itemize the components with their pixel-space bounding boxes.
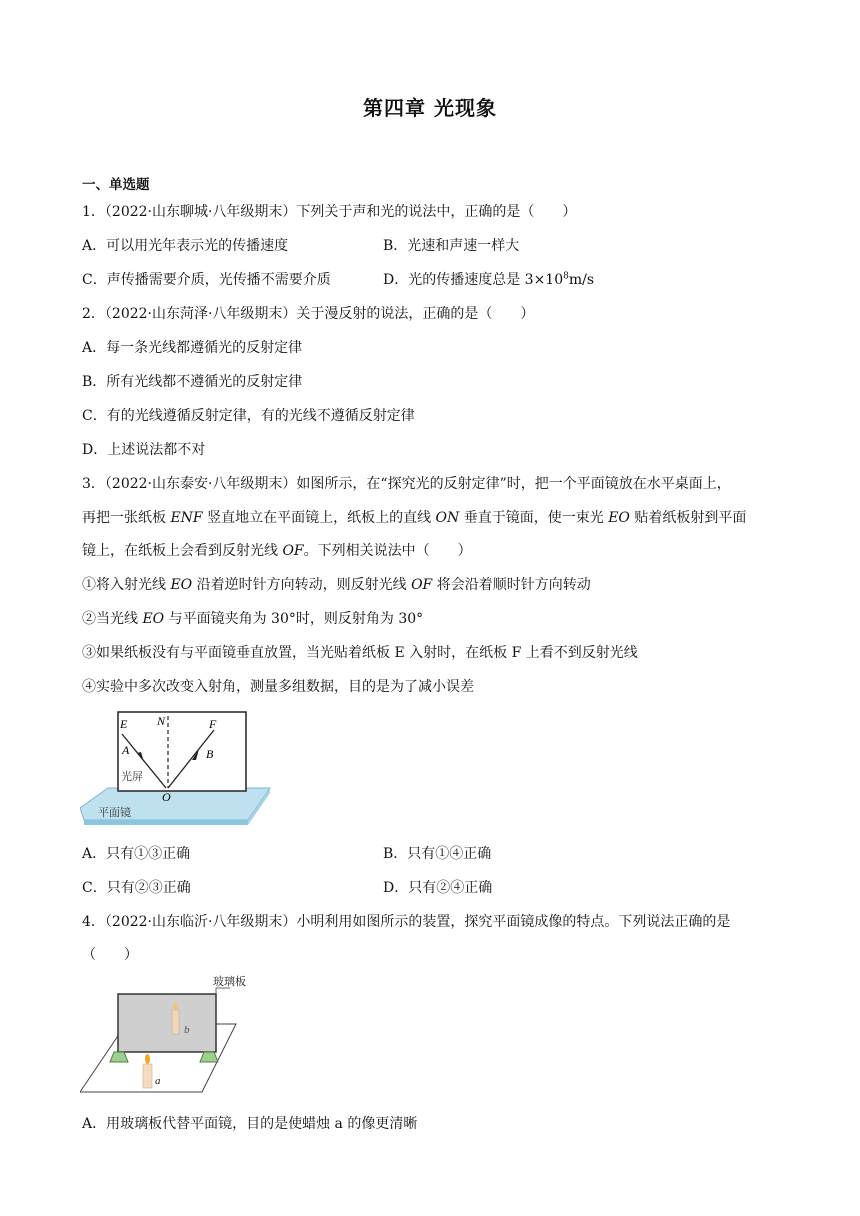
q1-option-d-text: D．光的传播速度总是 3×10 (383, 272, 564, 288)
q3-statement-4: ④实验中多次改变入射角，测量多组数据，目的是为了减小误差 (82, 679, 474, 695)
plane-mirror-edge (84, 820, 248, 825)
candle-a (143, 1064, 152, 1088)
label-mirror: 平面镜 (98, 806, 131, 819)
q4-stem: 4．（2022·山东临沂·八年级期末）小明利用如图所示的装置，探究平面镜成像的特点。下列说法正确的是 (82, 914, 731, 930)
q3-statement-1: ①将入射光线 EO 沿着逆时针方向转动，则反射光线 OF 将会沿着顺时针方向转动 (82, 577, 591, 593)
q2-stem: 2．（2022·山东菏泽·八年级期末）关于漫反射的说法，正确的是（ ） (82, 306, 535, 322)
label-b: B (206, 747, 214, 761)
q2-option-b[interactable]: B．所有光线都不遵循光的反射定律 (82, 374, 303, 390)
q2-option-c[interactable]: C．有的光线遵循反射定律，有的光线不遵循反射定律 (82, 408, 415, 424)
label-a: A (122, 743, 130, 757)
q1-option-d[interactable] (383, 271, 594, 289)
label-f: F (209, 717, 217, 731)
label-glass: 玻璃板 (213, 975, 246, 988)
q1-stem: 1．（2022·山东聊城·八年级期末）下列关于声和光的说法中，正确的是（ ） (82, 204, 577, 220)
q1-option-d-exponent: 8 (563, 271, 569, 282)
q3-statement-3: ③如果纸板没有与平面镜垂直放置，当光贴着纸板 E 入射时，在纸板 F 上看不到反射光线 (82, 645, 638, 661)
q3-option-a[interactable]: A．只有①③正确 (82, 846, 191, 862)
label-o: O (162, 790, 171, 804)
label-n: N (157, 714, 166, 728)
q4-option-a[interactable]: A．用玻璃板代替平面镜，目的是使蜡烛 a 的像更清晰 (82, 1116, 418, 1132)
q1-option-b[interactable]: B．光速和声速一样大 (383, 238, 520, 254)
label-a: a (155, 1075, 161, 1087)
candle-b (172, 1010, 179, 1034)
reflection-figure (80, 708, 280, 826)
q3-option-c[interactable]: C．只有②③正确 (82, 880, 191, 896)
imaging-figure (80, 974, 260, 1098)
q3-option-b[interactable]: B．只有①④正确 (383, 846, 492, 862)
q3-statement-2: ②当光线 EO 与平面镜夹角为 30°时，则反射角为 30° (82, 611, 424, 627)
q3-option-d[interactable]: D．只有②④正确 (383, 880, 493, 896)
q2-option-d[interactable]: D．上述说法都不对 (82, 442, 206, 458)
page-title: 第四章 光现象 (363, 96, 497, 120)
section-heading: 一、单选题 (82, 177, 150, 193)
q2-option-a[interactable]: A．每一条光线都遵循光的反射定律 (82, 340, 303, 356)
flame-a (145, 1054, 150, 1064)
label-screen: 光屏 (121, 770, 143, 783)
glass-plate (118, 994, 216, 1052)
flame-b (174, 1002, 178, 1010)
q1-option-c[interactable]: C．声传播需要介质，光传播不需要介质 (82, 272, 331, 288)
label-e: E (120, 717, 128, 731)
q1-option-d-unit: m/s (568, 272, 595, 288)
label-b: b (184, 1024, 190, 1036)
q3-stem-line1: 3．（2022·山东泰安·八年级期末）如图所示，在“探究光的反射定律”时，把一个平面镜放在水平桌面上， (82, 476, 731, 492)
q4-paren: （ ） (82, 947, 138, 963)
q3-stem-line2: 再把一张纸板 ENF 竖直地立在平面镜上，纸板上的直线 ON 垂直于镜面，使一束光 EO 贴着纸板射到平面 (82, 510, 747, 526)
q3-stem-line3: 镜上，在纸板上会看到反射光线 OF。下列相关说法中（ ） (82, 543, 472, 559)
q1-option-a[interactable]: A．可以用光年表示光的传播速度 (82, 238, 289, 254)
